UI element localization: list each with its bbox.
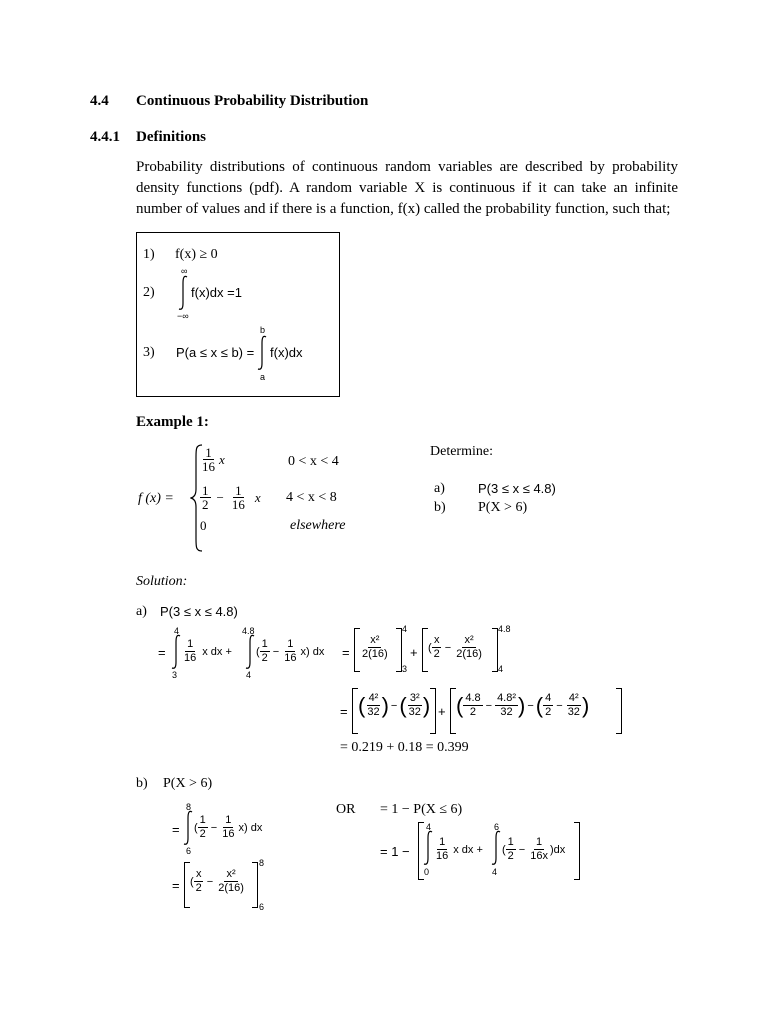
part-b-label: b) xyxy=(136,776,148,791)
fraction-denominator: 2 xyxy=(199,828,206,840)
evaluation-1: ( $\frac{\text{4²}}{32}$ ) − ( $\frac{\text{3²}}{32}$ ) xyxy=(358,692,431,718)
question-b-text: P(X > 6) xyxy=(478,500,528,515)
or-label: OR xyxy=(336,802,356,817)
plus-sign: + xyxy=(410,645,418,660)
question-a-text: P(3 ≤ x ≤ 4.8) xyxy=(478,481,556,496)
minus-sign: − xyxy=(518,843,526,856)
condition-3-text: P(a ≤ x ≤ b) = xyxy=(176,345,255,360)
bracket-lower-limit: 3 xyxy=(402,664,408,674)
minus-sign: − xyxy=(206,875,214,888)
fraction-denominator: 2 xyxy=(261,652,268,664)
fraction-denominator: 2(16) xyxy=(362,648,388,660)
fraction-denominator: 2 xyxy=(195,882,202,894)
equals-sign: = xyxy=(172,878,180,893)
fraction-numerator: x xyxy=(195,868,202,880)
term-text: x dx + xyxy=(453,843,483,856)
minus-sign: − xyxy=(527,699,534,712)
term-text: x dx + xyxy=(202,645,232,658)
question-a-label: a) xyxy=(434,481,445,496)
integral-sign xyxy=(244,634,256,670)
fraction-numerator: 4.8² xyxy=(497,692,517,704)
fraction-numerator: x² xyxy=(226,868,236,880)
fraction-numerator: 4.8 xyxy=(465,692,481,704)
case-1-numerator: 1 xyxy=(205,445,212,460)
bracket-lower-limit: 4 xyxy=(498,664,504,674)
integral-lower-limit: a xyxy=(260,372,266,382)
bracket-upper-limit: 4.8 xyxy=(498,624,511,634)
right-bracket xyxy=(430,688,436,734)
right-bracket xyxy=(616,688,622,734)
bracket-lower-limit: 6 xyxy=(259,902,265,912)
integral-lower-limit: 4 xyxy=(246,670,252,680)
fraction-numerator: x² xyxy=(370,634,380,646)
fraction-numerator: 4² xyxy=(568,692,579,704)
fraction-numerator: 3² xyxy=(409,692,420,704)
term-1 xyxy=(182,638,232,665)
open-paren: ( xyxy=(190,875,194,888)
bracket-2-content xyxy=(428,634,484,661)
fraction-numerator: x xyxy=(433,634,440,646)
subsection-title: Definitions xyxy=(136,129,207,145)
term-text: )dx xyxy=(549,843,566,856)
right-bracket xyxy=(574,822,580,880)
plus-sign: + xyxy=(438,704,446,719)
integral-upper-limit: 8 xyxy=(186,802,192,812)
condition-2-text: f(x)dx =1 xyxy=(191,285,242,300)
question-b-label: b) xyxy=(434,500,446,515)
integral-sign xyxy=(182,810,194,846)
minus-sign: − xyxy=(556,699,563,712)
open-paren: ( xyxy=(502,843,506,856)
fraction-numerator: 1 xyxy=(287,638,294,650)
subsection-number: 4.4.1 xyxy=(90,129,120,145)
intro-paragraph: Probability distributions of continuous random variables are described by probability density functions (pdf). A random variable X is continuous if it can take an infinite number of values and if there is a function, f(x) called the probability function, such that; xyxy=(136,159,678,217)
integral-lower-limit: 0 xyxy=(424,867,430,877)
term-text: x) dx xyxy=(238,821,263,834)
or-term-1 xyxy=(434,836,483,863)
open-paren: ( xyxy=(256,645,260,658)
minus-sign: − xyxy=(210,821,218,834)
fraction-denominator: 16 xyxy=(436,850,449,862)
minus-sign: − xyxy=(444,641,452,654)
section-number: 4.4 xyxy=(90,93,109,109)
case-2-numerator-1: 1 xyxy=(202,483,209,498)
minus-sign: − xyxy=(272,645,280,658)
bracket-1-content xyxy=(360,634,390,661)
case-2-denominator-1: 2 xyxy=(202,497,209,512)
fraction-numerator: x² xyxy=(464,634,474,646)
open-paren: ( xyxy=(428,641,432,654)
equals-sign: = xyxy=(172,822,180,837)
fraction-denominator: 16 xyxy=(284,652,297,664)
condition-3-number: 3) xyxy=(143,345,155,360)
integral-sign xyxy=(422,830,434,866)
integral-lower-limit: 6 xyxy=(186,846,192,856)
part-b-text: P(X > 6) xyxy=(163,776,213,791)
determine-label: Determine: xyxy=(430,444,493,459)
case-3-condition: elsewhere xyxy=(290,518,346,533)
fraction-numerator: 4 xyxy=(545,692,552,704)
fraction-denominator: 32 xyxy=(408,706,421,718)
integral-lower-limit: −∞ xyxy=(177,311,189,321)
fraction-denominator: 32 xyxy=(367,706,380,718)
minus-sign: − xyxy=(485,699,493,712)
fraction-denominator: 2 xyxy=(433,648,440,660)
fraction-numerator: 1 xyxy=(507,836,514,848)
integral-sign xyxy=(256,335,268,371)
fraction-numerator: 1 xyxy=(199,814,206,826)
equals-sign: = xyxy=(340,704,348,719)
minus-sign: − xyxy=(216,489,224,505)
integral-lower-limit: 3 xyxy=(172,670,178,680)
conditions-box xyxy=(136,232,340,397)
condition-1-text: f(x) ≥ 0 xyxy=(175,247,218,262)
fraction-numerator: 1 xyxy=(225,814,232,826)
open-paren: ( xyxy=(194,821,198,834)
integral-upper-limit: ∞ xyxy=(181,266,188,276)
fraction-denominator: 2(16) xyxy=(218,882,244,894)
bracket-upper-limit: 8 xyxy=(259,858,265,868)
part-b-integrand xyxy=(194,814,262,841)
case-2-denominator-2: 16 xyxy=(231,497,245,512)
integral-upper-limit: 4.8 xyxy=(242,626,255,636)
fraction-numerator: 4² xyxy=(368,692,379,704)
solution-heading: Solution: xyxy=(136,574,188,589)
part-a-text: P(3 ≤ x ≤ 4.8) xyxy=(160,604,238,619)
case-2-numerator-2: 1 xyxy=(235,483,242,498)
or-line-1: = 1 − P(X ≤ 6) xyxy=(380,802,463,817)
fraction-denominator: 2 xyxy=(469,706,477,718)
integral-sign xyxy=(170,634,182,670)
fraction-numerator: 1 xyxy=(439,836,446,848)
condition-2-number: 2) xyxy=(143,285,155,300)
equals-sign: = xyxy=(342,645,350,660)
minus-sign: − xyxy=(390,699,398,712)
bracket-upper-limit: 4 xyxy=(402,624,408,634)
fraction-denominator: 2(16) xyxy=(456,648,482,660)
example-heading: Example 1: xyxy=(136,414,209,430)
integral-sign xyxy=(177,275,189,311)
fraction-denominator: 2 xyxy=(545,706,552,718)
integral-lower-limit: 4 xyxy=(492,867,498,877)
integral-sign xyxy=(490,830,502,866)
fraction-denominator: 16x xyxy=(530,850,548,862)
or-line-2-prefix: = 1 − xyxy=(380,844,410,859)
fraction-denominator: 32 xyxy=(567,706,580,718)
fraction-denominator: 2 xyxy=(507,850,514,862)
case-3-value: 0 xyxy=(200,518,207,533)
case-2-expression xyxy=(200,484,261,511)
case-2-condition: 4 < x < 8 xyxy=(286,490,337,505)
fraction-denominator: 16 xyxy=(222,828,235,840)
integral-upper-limit: 4 xyxy=(174,626,180,636)
equals-sign: = xyxy=(158,645,166,660)
part-b-antiderivative xyxy=(190,868,246,895)
part-a-result: = 0.219 + 0.18 = 0.399 xyxy=(340,740,469,755)
fraction-denominator: 16 xyxy=(184,652,197,664)
section-title: Continuous Probability Distribution xyxy=(136,93,369,109)
term-text: x) dx xyxy=(300,645,325,658)
case-1-denominator: 16 xyxy=(202,459,215,474)
case-1-x: x xyxy=(219,451,225,467)
evaluation-2: ( $\frac{4.8}{2}$ − $\frac{\text{4.8²}}{32}$ ) − ( $\frac{4}{2}$ − $\frac{\text{4²}}{32}$ ) xyxy=(456,692,590,718)
case-1-expression xyxy=(200,446,225,473)
integral-upper-limit: 6 xyxy=(494,822,500,832)
part-a-label: a) xyxy=(136,604,147,619)
fraction-numerator: 1 xyxy=(536,836,543,848)
term-2 xyxy=(256,638,324,665)
integral-upper-limit: 4 xyxy=(426,822,432,832)
condition-3-integrand: f(x)dx xyxy=(270,345,303,360)
fraction-numerator: 1 xyxy=(261,638,268,650)
or-term-2 xyxy=(502,836,565,863)
integral-upper-limit: b xyxy=(260,325,266,335)
case-2-x: x xyxy=(254,489,261,505)
piecewise-fx: f (x) = xyxy=(138,491,174,506)
fraction-numerator: 1 xyxy=(187,638,194,650)
condition-1-number: 1) xyxy=(143,247,155,262)
fraction-denominator: 32 xyxy=(500,706,513,718)
right-bracket xyxy=(252,862,258,908)
case-1-condition: 0 < x < 4 xyxy=(288,454,339,469)
